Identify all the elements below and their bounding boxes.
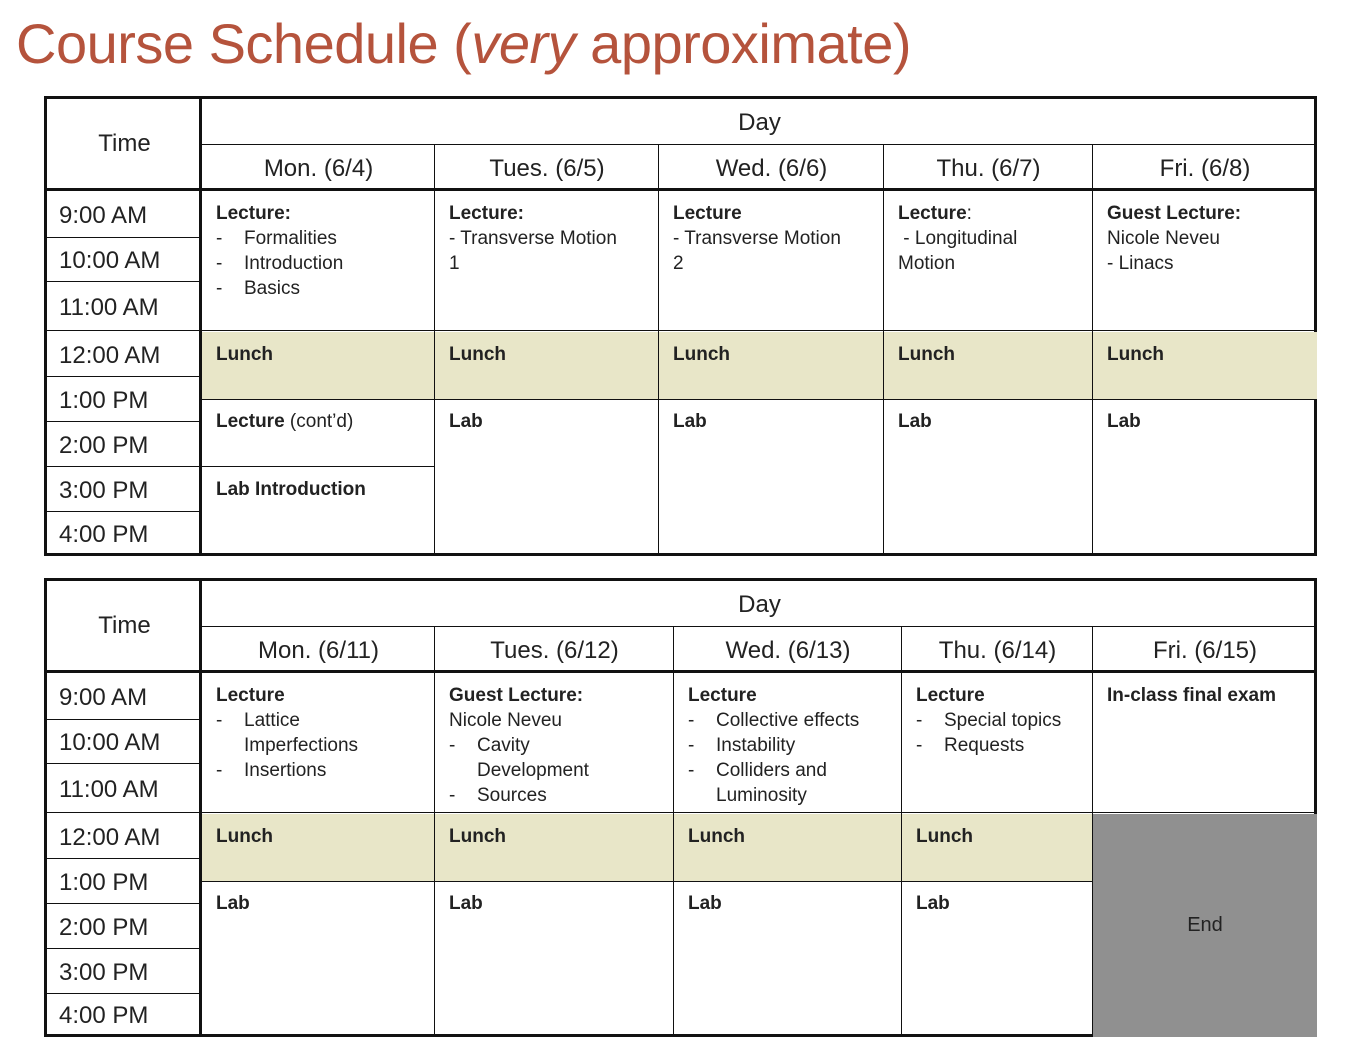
time-slot: 9:00 AM bbox=[59, 201, 148, 229]
day-header-mon: Mon. (6/4) bbox=[263, 154, 374, 182]
list-item: - Introduction bbox=[216, 253, 344, 274]
time-slot: 1:00 PM bbox=[59, 386, 149, 414]
event-heading: Lecture bbox=[216, 685, 285, 706]
list-item: - Colliders and bbox=[688, 760, 827, 781]
lunch-label: Lunch bbox=[688, 826, 745, 847]
list-item: - Requests bbox=[916, 735, 1025, 756]
event-heading: Lecture bbox=[916, 685, 985, 706]
time-slot: 4:00 PM bbox=[59, 520, 149, 548]
schedule-week-1 bbox=[44, 96, 1317, 556]
event-line: Nicole Neveu bbox=[1107, 228, 1220, 249]
list-item: Development bbox=[477, 760, 589, 781]
day-header: Day bbox=[738, 109, 781, 136]
event-wed-morning bbox=[676, 675, 902, 808]
list-item: - Instability bbox=[688, 735, 796, 756]
day-header-fri: Fri. (6/8) bbox=[1159, 154, 1251, 182]
time-slot: 3:00 PM bbox=[59, 476, 149, 504]
event-heading: In-class final exam bbox=[1107, 685, 1276, 706]
event-heading: Lecture: bbox=[449, 203, 524, 224]
time-slot: 11:00 AM bbox=[59, 775, 159, 803]
time-header: Time bbox=[98, 129, 151, 157]
event-heading: Lecture bbox=[688, 685, 757, 706]
time-header: Time bbox=[98, 611, 151, 639]
event-wed-afternoon: Lab bbox=[688, 893, 722, 914]
title-main: Course Schedule ( bbox=[16, 12, 472, 75]
event-fri-afternoon: Lab bbox=[1107, 411, 1141, 432]
time-slot: 9:00 AM bbox=[59, 683, 148, 711]
lunch-label: Lunch bbox=[216, 826, 273, 847]
event-fri-morning bbox=[1095, 193, 1317, 276]
event-mon-morning bbox=[204, 675, 435, 783]
lunch-label: Lunch bbox=[449, 344, 506, 365]
list-item: Imperfections bbox=[244, 735, 359, 756]
event-thu-morning bbox=[886, 193, 1093, 276]
event-wed-morning bbox=[661, 193, 884, 276]
time-slot: 4:00 PM bbox=[59, 1002, 149, 1029]
day-header-mon: Mon. (6/11) bbox=[258, 636, 379, 664]
event-wed-afternoon: Lab bbox=[673, 411, 707, 432]
schedule-week-2 bbox=[44, 578, 1317, 1037]
event-heading: Lecture: bbox=[216, 203, 291, 224]
event-tue-afternoon: Lab bbox=[449, 893, 483, 914]
event-mon-morning bbox=[204, 193, 435, 301]
event-fri-morning bbox=[1095, 675, 1317, 708]
list-item: Luminosity bbox=[716, 785, 807, 806]
event-thu-afternoon: Lab bbox=[916, 893, 950, 914]
time-slot: 12:00 AM bbox=[59, 341, 161, 369]
event-line: Motion bbox=[898, 253, 956, 274]
time-slot: 1:00 PM bbox=[59, 868, 149, 896]
lunch-label: Lunch bbox=[216, 344, 273, 365]
end-block: End bbox=[1093, 814, 1317, 1037]
time-slot: 11:00 AM bbox=[59, 293, 159, 321]
event-mon-lab-intro: Lab Introduction bbox=[216, 479, 366, 500]
list-item: - Cavity bbox=[449, 735, 530, 756]
event-line: - Longitudinal bbox=[898, 228, 1018, 249]
time-slot: 2:00 PM bbox=[59, 431, 149, 459]
list-item: - Formalities bbox=[216, 228, 337, 249]
title-emphasis: very bbox=[471, 12, 576, 75]
event-heading: Lecture bbox=[673, 203, 742, 224]
event-tue-morning bbox=[437, 675, 674, 808]
event-line: 1 bbox=[449, 253, 460, 274]
event-thu-afternoon: Lab bbox=[898, 411, 932, 432]
day-header-thu: Thu. (6/14) bbox=[938, 636, 1057, 664]
day-header-tue: Tues. (6/5) bbox=[489, 154, 605, 182]
time-slot: 3:00 PM bbox=[59, 958, 149, 986]
day-header-fri: Fri. (6/15) bbox=[1152, 636, 1257, 664]
event-line: - Transverse Motion bbox=[673, 228, 841, 249]
list-item: - Insertions bbox=[216, 760, 327, 781]
day-header-tue: Tues. (6/12) bbox=[490, 636, 619, 664]
day-header: Day bbox=[738, 591, 781, 618]
time-slot: 10:00 AM bbox=[59, 728, 161, 756]
event-mon-afternoon: Lab bbox=[216, 893, 250, 914]
lunch-label: Lunch bbox=[1107, 344, 1164, 365]
event-heading: Guest Lecture: bbox=[1107, 203, 1242, 224]
list-item: - Lattice bbox=[216, 710, 300, 731]
event-line: - Transverse Motion bbox=[449, 228, 617, 249]
event-heading: Lecture bbox=[898, 203, 967, 224]
day-header-thu: Thu. (6/7) bbox=[936, 154, 1041, 182]
event-tue-morning bbox=[437, 193, 659, 276]
list-item: - Special topics bbox=[916, 710, 1062, 731]
time-slot: 10:00 AM bbox=[59, 246, 161, 274]
day-header-wed: Wed. (6/13) bbox=[725, 636, 851, 664]
list-item: - Basics bbox=[216, 278, 300, 299]
event-line: - Linacs bbox=[1107, 253, 1174, 274]
lunch-label: Lunch bbox=[898, 344, 955, 365]
event-heading: Guest Lecture: bbox=[449, 685, 584, 706]
lunch-label: Lunch bbox=[916, 826, 973, 847]
title-rest: approximate) bbox=[575, 12, 911, 75]
time-slot: 12:00 AM bbox=[59, 823, 161, 851]
lunch-label: Lunch bbox=[673, 344, 730, 365]
event-line: Nicole Neveu bbox=[449, 710, 562, 731]
day-header-wed: Wed. (6/6) bbox=[715, 154, 828, 182]
event-thu-morning bbox=[904, 675, 1093, 758]
list-item: - Collective effects bbox=[688, 710, 860, 731]
event-tue-afternoon: Lab bbox=[449, 411, 483, 432]
event-heading-suffix: : bbox=[966, 203, 972, 224]
event-mon-afternoon: Lecture (cont’d) bbox=[216, 411, 354, 432]
event-line: 2 bbox=[673, 253, 684, 274]
page-title bbox=[16, 8, 911, 80]
lunch-label: Lunch bbox=[449, 826, 506, 847]
time-slot: 2:00 PM bbox=[59, 913, 149, 941]
list-item: - Sources bbox=[449, 785, 547, 806]
